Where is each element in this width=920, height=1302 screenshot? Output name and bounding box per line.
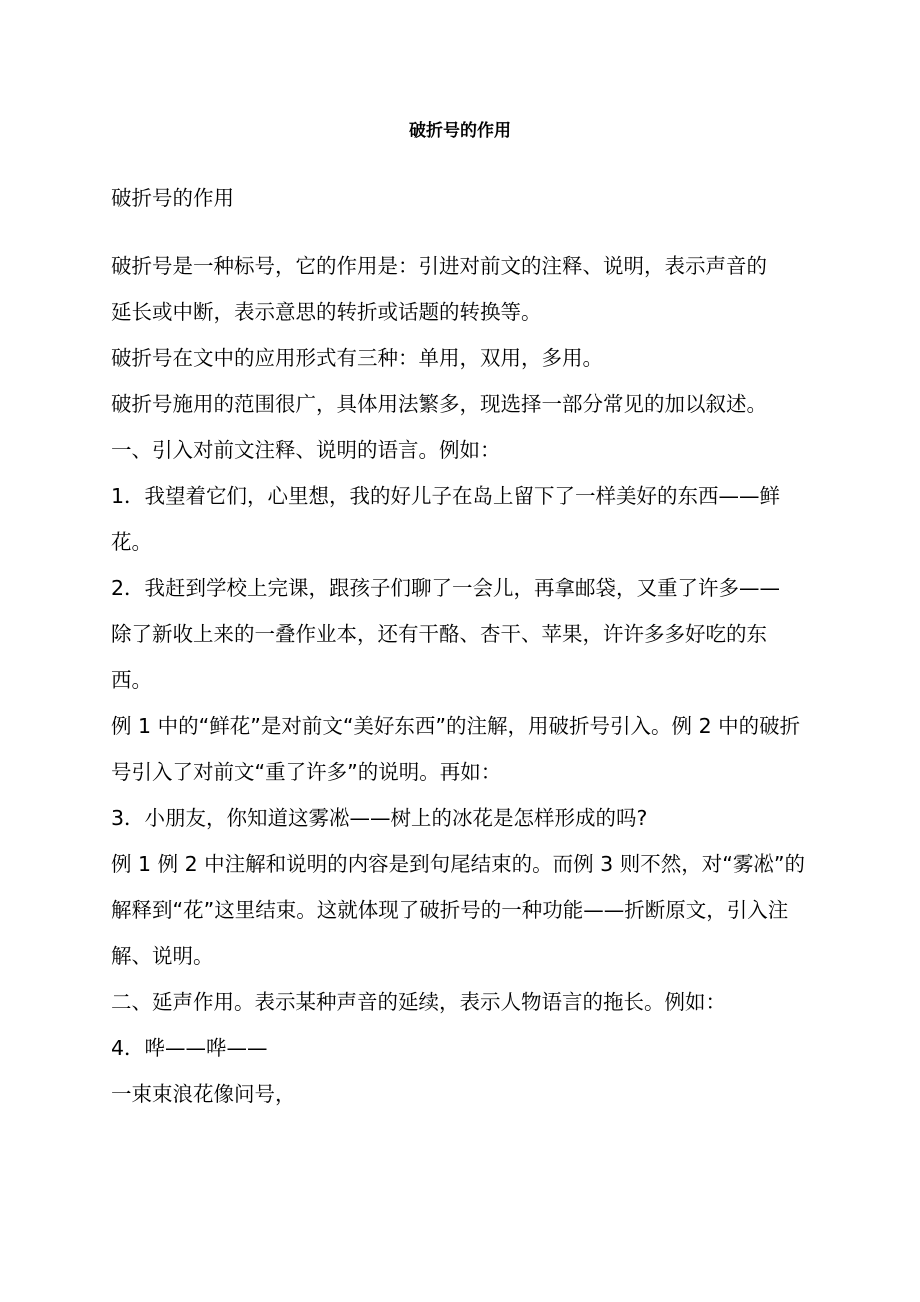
text-line: 号引入了对前文“重了许多”的说明。再如： [111,760,502,784]
explanation-1 [111,703,811,795]
text-line: 破折号施用的范围很广，具体用法繁多，现选择一部分常见的加以叙述。 [111,392,767,416]
paragraph-forms [111,335,811,381]
example-2 [111,565,811,703]
text-line: 解释到“花”这里结束。这就体现了破折号的一种功能——折断原文，引入注 [111,898,789,922]
document-title: 破折号的作用 [409,121,511,141]
text-line: 除了新收上来的一叠作业本，还有干酪、杏干、苹果，许许多多好吃的东 [111,622,767,646]
example-3 [111,795,811,841]
example-1 [111,473,811,565]
section-one-heading [111,427,811,473]
text-line: 2．我赶到学校上完课，跟孩子们聊了一会儿，再拿邮袋，又重了许多—— [111,576,781,600]
text-line: 西。 [111,668,152,692]
text-line: 例 1 例 2 中注解和说明的内容是到句尾结束的。而例 3 则不然，对“雾凇”的 [111,852,805,876]
text-line: 解、说明。 [111,944,214,968]
example-4-continuation [111,1071,811,1117]
text-line: 一束束浪花像问号， [111,1082,296,1106]
example-4 [111,1025,811,1071]
text-line: 破折号是一种标号，它的作用是：引进对前文的注释、说明，表示声音的 [111,254,767,278]
section-heading [111,175,811,221]
explanation-2 [111,841,811,979]
text-line: 延长或中断，表示意思的转折或话题的转换等。 [111,300,542,324]
section-two-heading [111,979,811,1025]
text-line: 破折号在文中的应用形式有三种：单用，双用，多用。 [111,346,603,370]
text-line: 4．哗——哗—— [111,1036,268,1060]
text-line: 1．我望着它们，心里想，我的好儿子在岛上留下了一样美好的东西——鲜 [111,484,781,508]
paragraph-scope [111,381,811,427]
text-line: 一、引入对前文注释、说明的语言。例如： [111,438,501,462]
text-line: 二、延声作用。表示某种声音的延续，表示人物语言的拖长。例如： [111,990,726,1014]
text-line: 3．小朋友，你知道这雾凇——树上的冰花是怎样形成的吗? [111,806,648,830]
text-line: 花。 [111,530,152,554]
text-line: 例 1 中的“鲜花”是对前文“美好东西”的注解，用破折号引入。例 2 中的破折 [111,714,801,738]
text-line: 破折号的作用 [111,186,234,210]
paragraph-definition [111,243,811,335]
